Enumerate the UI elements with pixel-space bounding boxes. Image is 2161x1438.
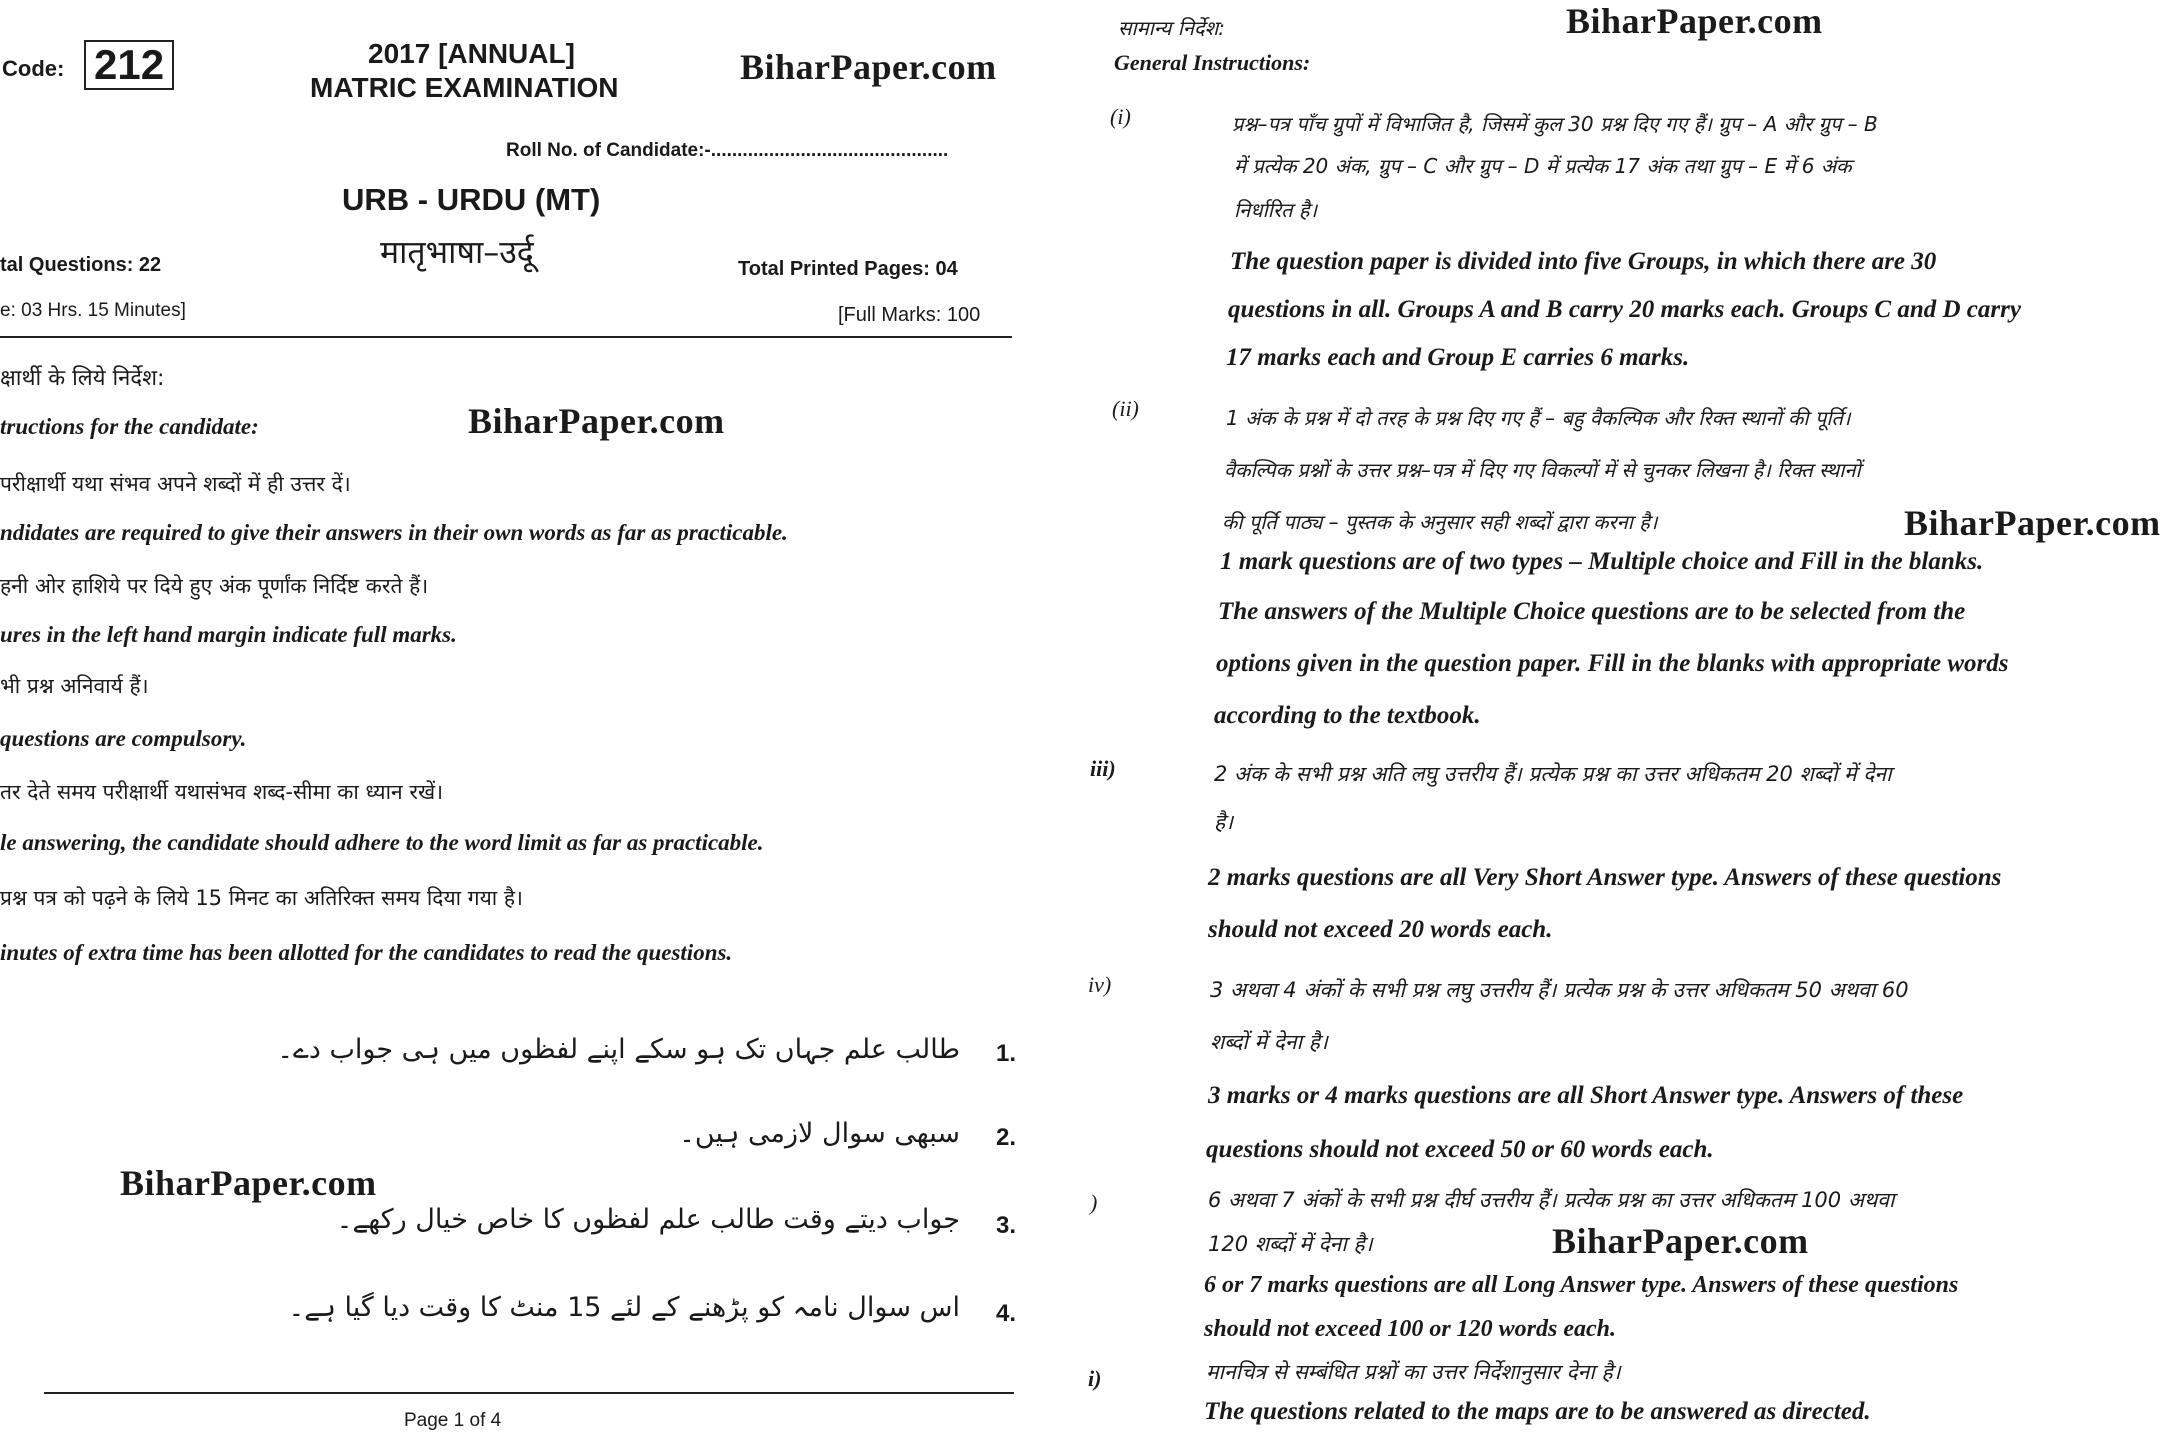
urdu-instruction-num-2: 2. <box>996 1124 1017 1151</box>
exam-title: MATRIC EXAMINATION <box>310 72 619 103</box>
item-num-5: ) <box>1090 1190 1098 1215</box>
urdu-instruction-num-4: 4. <box>996 1300 1017 1327</box>
code-label: Code: <box>2 56 65 81</box>
urdu-instruction-2: سبھی سوال لازمی ہیں۔ <box>679 1118 960 1149</box>
instruction-en-3: questions are compulsory. <box>0 726 247 751</box>
item-2-en-2: The answers of the Multiple Choice questions are to be selected from the <box>1218 598 1966 625</box>
item-num-6: i) <box>1088 1366 1102 1391</box>
item-num-2: (ii) <box>1112 396 1139 421</box>
header-rule <box>0 336 1012 338</box>
total-pages: Total Printed Pages: 04 <box>738 258 958 280</box>
subject-title: URB - URDU (MT) <box>342 182 601 217</box>
item-5-hi-2: 120 शब्दों में देना है। <box>1208 1232 1373 1256</box>
total-questions: tal Questions: 22 <box>0 254 162 276</box>
watermark-top-right: BiharPaper.com <box>1566 1 1823 41</box>
instruction-hi-1: परीक्षार्थी यथा संभव अपने शब्दों में ही उत्तर दें। <box>0 472 351 496</box>
urdu-instruction-4: اس سوال نامہ کو پڑھنے کے لئے 15 منٹ کا وقت دیا گیا ہے۔ <box>288 1292 960 1323</box>
item-num-3: iii) <box>1090 756 1116 781</box>
item-1-hi-1: प्रश्न–पत्र पाँच ग्रुपों में विभाजित है, जिसमें कुल 30 प्रश्न दिए गए हैं। ग्रुप – A और ग्रुप – B <box>1232 112 1878 136</box>
item-5-hi-1: 6 अथवा 7 अंकों के सभी प्रश्न दीर्घ उत्तरीय हैं। प्रत्येक प्रश्न का उत्तर अधिकतम 100 अथवा <box>1208 1188 1895 1212</box>
item-3-en-2: should not exceed 20 words each. <box>1208 916 1553 943</box>
full-marks: [Full Marks: 100 <box>838 304 981 326</box>
duration: e: 03 Hrs. 15 Minutes] <box>0 300 186 321</box>
instruction-en-4: le answering, the candidate should adhere to the word limit as far as practicable. <box>0 830 764 855</box>
roll-number-line: Roll No. of Candidate:-............................................. <box>506 140 949 161</box>
watermark-mid-left: BiharPaper.com <box>468 401 725 441</box>
general-instructions-english-heading: General Instructions: <box>1114 50 1311 75</box>
item-2-en-4: according to the textbook. <box>1214 702 1481 729</box>
item-3-en-1: 2 marks questions are all Very Short Answer type. Answers of these questions <box>1208 864 2002 891</box>
item-3-hi-2: है। <box>1214 810 1234 834</box>
item-6-en-1: The questions related to the maps are to be answered as directed. <box>1204 1398 1871 1425</box>
item-4-en-2: questions should not exceed 50 or 60 words each. <box>1206 1136 1714 1163</box>
instruction-en-5: inutes of extra time has been allotted for the candidates to read the questions. <box>0 940 733 965</box>
urdu-instruction-num-3: 3. <box>996 1212 1017 1239</box>
item-5-en-1: 6 or 7 marks questions are all Long Answer type. Answers of these questions <box>1204 1272 1959 1298</box>
item-num-1: (i) <box>1110 104 1131 129</box>
item-5-en-2: should not exceed 100 or 120 words each. <box>1204 1316 1617 1342</box>
item-1-en-1: The question paper is divided into five Groups, in which there are 30 <box>1230 248 1937 275</box>
instruction-hi-5: प्रश्न पत्र को पढ़ने के लिये 15 मिनट का अतिरिक्त समय दिया गया है। <box>0 886 523 910</box>
exam-year: 2017 [ANNUAL] <box>368 38 575 69</box>
item-4-hi-2: शब्दों में देना है। <box>1210 1030 1328 1054</box>
watermark-mid-right: BiharPaper.com <box>1904 503 2161 543</box>
item-2-hi-2: वैकल्पिक प्रश्नों के उत्तर प्रश्न–पत्र में दिए गए विकल्पों में से चुनकर लिखना है। रिक्त स्थानों <box>1224 458 1861 482</box>
watermark-bottom-left: BiharPaper.com <box>120 1163 377 1203</box>
instruction-en-2: ures in the left hand margin indicate full marks. <box>0 622 457 647</box>
watermark-bottom-right: BiharPaper.com <box>1552 1221 1809 1261</box>
instruction-hi-3: भी प्रश्न अनिवार्य हैं। <box>0 674 149 698</box>
instructions-english-heading: tructions for the candidate: <box>0 414 259 439</box>
instruction-hi-4: तर देते समय परीक्षार्थी यथासंभव शब्द-सीमा का ध्यान रखें। <box>0 780 444 804</box>
item-2-en-1: 1 mark questions are of two types – Multiple choice and Fill in the blanks. <box>1220 548 1984 575</box>
item-4-hi-1: 3 अथवा 4 अंकों के सभी प्रश्न लघु उत्तरीय हैं। प्रत्येक प्रश्न के उत्तर अधिकतम 50 अथवा 60 <box>1210 978 1909 1002</box>
item-2-hi-3: की पूर्ति पाठ्य – पुस्तक के अनुसार सही शब्दों द्वारा करना है। <box>1222 510 1658 534</box>
item-2-hi-1: 1 अंक के प्रश्न में दो तरह के प्रश्न दिए गए हैं – बहु वैकल्पिक और रिक्त स्थानों की पूर्ति। <box>1226 406 1851 430</box>
code-box: 212 <box>84 40 174 90</box>
urdu-instruction-1: طالب علم جہاں تک ہو سکے اپنے لفظوں میں ہی جواب دے۔ <box>277 1034 960 1065</box>
urdu-instruction-3: جواب دیتے وقت طالب علم لفظوں کا خاص خیال رکھے۔ <box>336 1204 960 1235</box>
instruction-en-1: ndidates are required to give their answers in their own words as far as practicable. <box>0 520 788 545</box>
instructions-hindi-heading: क्षार्थी के लिये निर्देश: <box>0 366 165 391</box>
item-6-hi-1: मानचित्र से सम्बंधित प्रश्नों का उत्तर निर्देशानुसार देना है। <box>1206 1360 1621 1384</box>
item-1-hi-3: निर्धारित है। <box>1234 198 1318 222</box>
item-1-en-3: 17 marks each and Group E carries 6 marks. <box>1226 344 1690 371</box>
subject-hindi: मातृभाषा–उर्दू <box>380 233 534 271</box>
item-4-en-1: 3 marks or 4 marks questions are all Short Answer type. Answers of these <box>1208 1082 1964 1109</box>
watermark-top-left: BiharPaper.com <box>740 47 997 87</box>
general-instructions-hindi-heading: सामान्य निर्देश: <box>1118 16 1225 40</box>
item-3-hi-1: 2 अंक के सभी प्रश्न अति लघु उत्तरीय हैं। प्रत्येक प्रश्न का उत्तर अधिकतम 20 शब्दों में देना <box>1214 762 1892 786</box>
urdu-instruction-num-1: 1. <box>996 1040 1017 1067</box>
item-num-4: iv) <box>1088 972 1112 997</box>
item-1-en-2: questions in all. Groups A and B carry 20 marks each. Groups C and D carry <box>1228 296 2021 323</box>
instruction-hi-2: हनी ओर हाशिये पर दिये हुए अंक पूर्णांक निर्दिष्ट करते हैं। <box>0 574 429 598</box>
footer-rule <box>44 1392 1014 1394</box>
page-footer: Page 1 of 4 <box>404 1410 502 1431</box>
item-2-en-3: options given in the question paper. Fill in the blanks with appropriate words <box>1216 650 2009 677</box>
item-1-hi-2: में प्रत्येक 20 अंक, ग्रुप – C और ग्रुप – D में प्रत्येक 17 अंक तथा ग्रुप – E में 6 अंक <box>1234 154 1852 178</box>
